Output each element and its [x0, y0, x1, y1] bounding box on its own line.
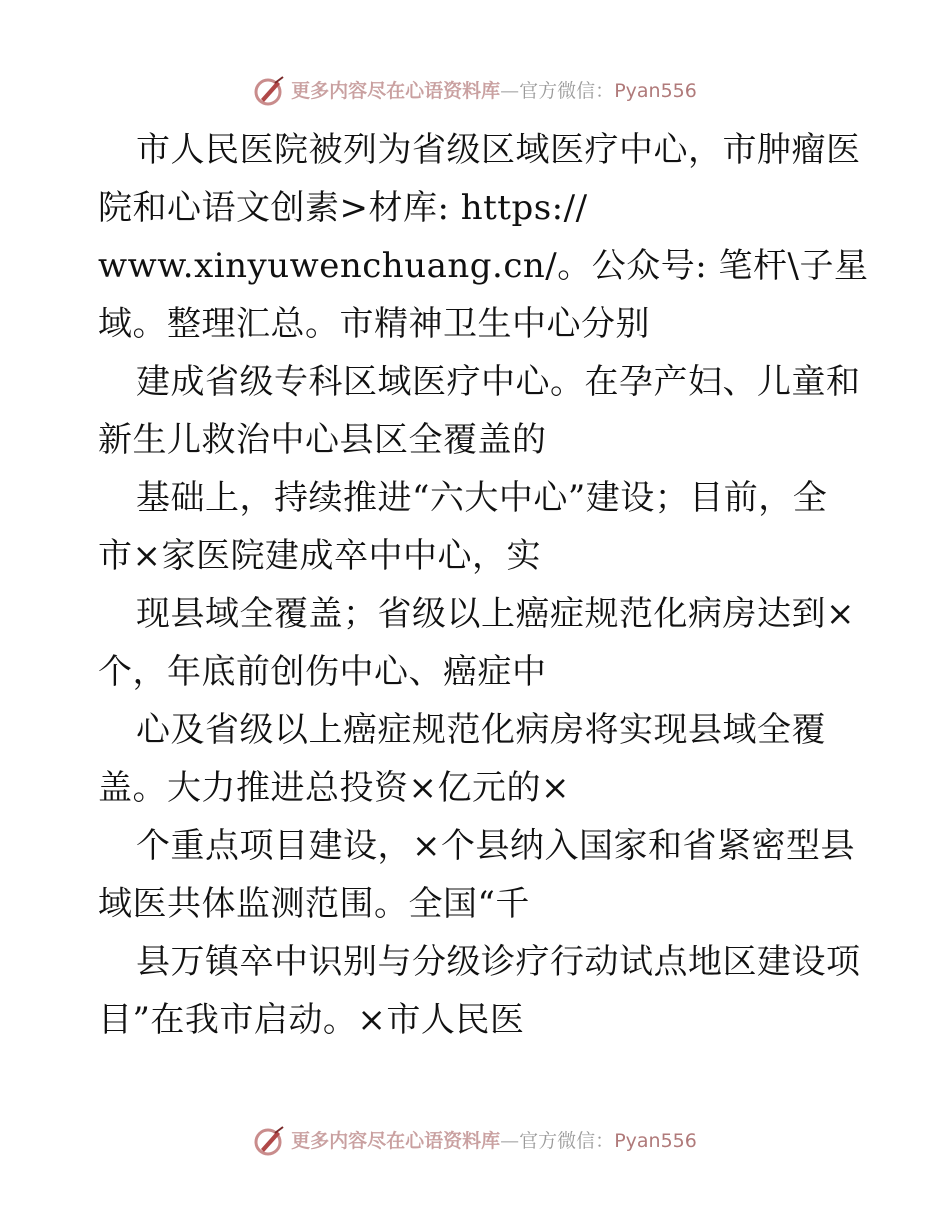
footer-watermark [0, 1125, 950, 1157]
quill-seal-icon [253, 75, 285, 107]
watermark-id: Pyan556 [614, 80, 697, 102]
watermark-main-text: 更多内容尽在心语资料库 [291, 1130, 501, 1152]
paragraph-line: 域。整理汇总。市精神卫生中心分别 [98, 304, 650, 344]
paragraph-line: 基础上，持续推进“六大中心”建设；目前，全 [136, 478, 828, 518]
watermark-sub-text: 官方微信： [519, 1130, 615, 1152]
paragraph-line: 市人民医院被列为省级区域医疗中心，市肿瘤医 [136, 130, 861, 170]
quill-seal-icon [253, 1125, 285, 1157]
paragraph-line: 心及省级以上癌症规范化病房将实现县域全覆 [136, 710, 826, 750]
paragraph-line: 现县域全覆盖；省级以上癌症规范化病房达到× [136, 594, 855, 634]
watermark-separator: — [500, 1130, 520, 1152]
paragraph-line: 盖。大力推进总投资×亿元的× [98, 768, 570, 808]
paragraph-line: www.xinyuwenchuang.cn/。公众号: 笔杆\子星 [98, 246, 869, 286]
watermark-sub-text: 官方微信： [519, 80, 615, 102]
paragraph-line: 个，年底前创伤中心、癌症中 [98, 652, 547, 692]
paragraph-line: 目”在我市启动。×市人民医 [98, 1000, 525, 1040]
paragraph-line: 个重点项目建设，×个县纳入国家和省紧密型县 [136, 826, 855, 866]
paragraph-line: 院和心语文创素>材库: https:// [98, 188, 588, 228]
document-body [98, 121, 869, 1049]
paragraph-line: 新生儿救治中心县区全覆盖的 [98, 420, 547, 460]
watermark-separator: — [500, 80, 520, 102]
header-watermark [0, 75, 950, 107]
watermark-id: Pyan556 [614, 1130, 697, 1152]
paragraph-line: 市×家医院建成卒中中心，实 [98, 536, 541, 576]
paragraph-line: 建成省级专科区域医疗中心。在孕产妇、儿童和 [136, 362, 861, 402]
paragraph-line: 域医共体监测范围。全国“千 [98, 884, 530, 924]
paragraph-line: 县万镇卒中识别与分级诊疗行动试点地区建设项 [136, 942, 861, 982]
watermark-main-text: 更多内容尽在心语资料库 [291, 80, 501, 102]
